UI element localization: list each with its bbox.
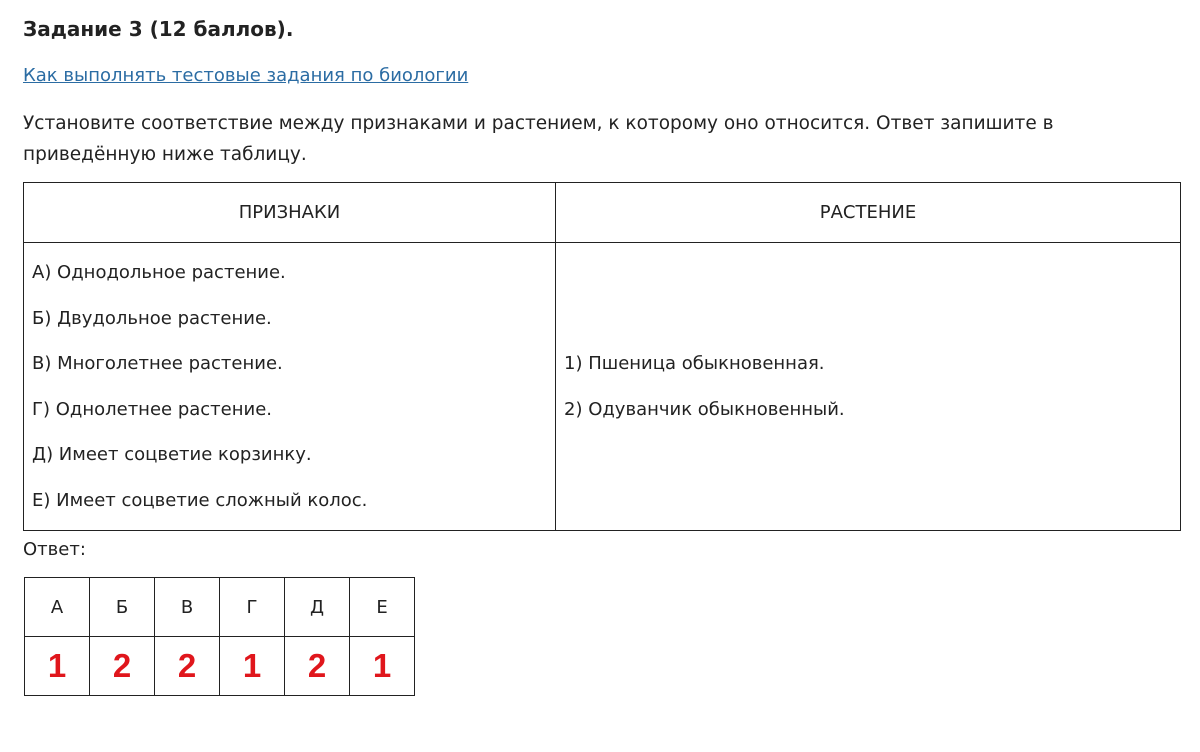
answer-letter: А xyxy=(25,578,90,637)
feature-item: Е) Имеет соцветие сложный колос. xyxy=(32,489,368,511)
matching-table xyxy=(23,182,1181,531)
answer-letter: Д xyxy=(285,578,350,637)
answer-value-cell[interactable]: 2 xyxy=(90,637,155,696)
feature-item: В) Многолетнее растение. xyxy=(32,353,283,374)
answer-table xyxy=(24,577,415,696)
answer-letters-row xyxy=(25,578,415,637)
plant-item: 1) Пшеница обыкновенная. xyxy=(564,353,825,374)
answer-letter: В xyxy=(155,578,220,637)
feature-item: А) Однодольное растение. xyxy=(32,262,286,283)
plant-header: РАСТЕНИЕ xyxy=(556,183,1181,243)
answer-letter: Г xyxy=(220,578,285,637)
plants-cell xyxy=(556,243,1181,531)
matching-table-body-row xyxy=(24,243,1181,531)
answer-letter: Е xyxy=(350,578,415,637)
features-header: ПРИЗНАКИ xyxy=(24,183,556,243)
task-instruction: Установите соответствие между признаками и растением, к которому оно относится. Ответ запишите в приведённую ниже таблицу. xyxy=(23,113,1054,165)
plant-item: 2) Одуванчик обыкновенный. xyxy=(564,398,845,420)
answer-value-cell[interactable]: 2 xyxy=(285,637,350,696)
feature-item: Б) Двудольное растение. xyxy=(32,307,272,329)
matching-table-header-row xyxy=(24,183,1181,243)
answer-values-row xyxy=(25,637,415,696)
answer-value-cell[interactable]: 1 xyxy=(350,637,415,696)
answer-value-cell[interactable]: 1 xyxy=(220,637,285,696)
answer-value-cell[interactable]: 2 xyxy=(155,637,220,696)
feature-item: Д) Имеет соцветие корзинку. xyxy=(32,444,312,465)
task-title: Задание 3 (12 баллов). xyxy=(23,17,294,41)
howto-link[interactable]: Как выполнять тестовые задания по биологии xyxy=(23,65,469,86)
features-cell xyxy=(24,243,556,531)
answer-value-cell[interactable]: 1 xyxy=(25,637,90,696)
answer-letter: Б xyxy=(90,578,155,637)
feature-item: Г) Однолетнее растение. xyxy=(32,398,272,420)
answer-label: Ответ: xyxy=(23,539,86,560)
